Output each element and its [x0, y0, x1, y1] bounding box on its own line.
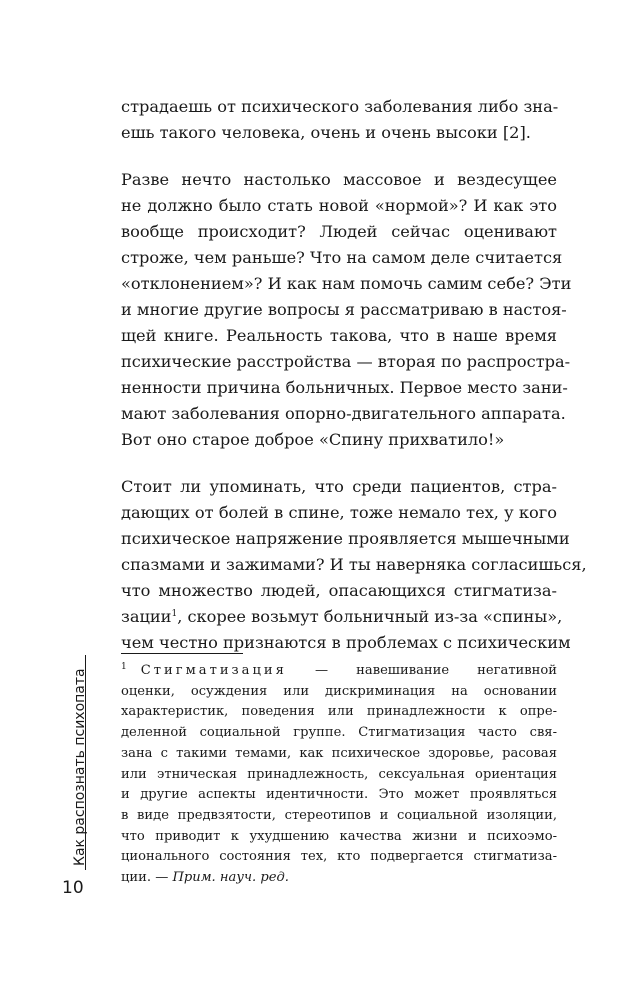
text-line: мают заболевания опорно-двигательного аппарата. — [121, 404, 566, 423]
footnote-term: Стигматизация — [140, 663, 287, 678]
text-line: Стоит ли упоминать, что среди пациентов, стра- — [121, 477, 557, 496]
text-line: Разве нечто настолько массовое и вездесущее — [121, 170, 557, 189]
text-line: психическое напряжение проявляется мышечными — [121, 529, 570, 548]
footnote — [121, 661, 557, 889]
text-line: ненности причина больничных. Первое место зани- — [121, 378, 568, 397]
paragraph-2 — [121, 167, 572, 453]
text-line: психические расстройства — вторая по распростра- — [121, 352, 571, 371]
footnote-marker: 1 — [121, 662, 127, 672]
page-number: 10 — [62, 878, 84, 898]
footnote-reference[interactable]: 1 — [171, 609, 178, 619]
text-fragment: ции. — — [121, 870, 173, 886]
paragraph-3 — [121, 474, 587, 656]
footnote-line: или этническая принадлежность, сексуальная ориентация — [121, 766, 557, 782]
text-line: дающих от болей в спине, тоже немало тех, у кого — [121, 503, 557, 522]
text-line: щей книге. Реальность такова, что в наше время — [121, 326, 557, 345]
text-line: вообще происходит? Людей сейчас оценивают — [121, 222, 557, 241]
footnote-line: оценки, осуждения или дискриминация на основании — [121, 683, 557, 699]
text-fragment: зации — [121, 607, 172, 626]
text-line: не должно было стать новой «нормой»? И как это — [121, 196, 557, 215]
text-line: «отклонением»? И как нам помочь самим себе? Эти — [121, 274, 572, 293]
text-fragment: , скорее возьмут больничный из-за «спины», — [177, 607, 563, 626]
text-line: спазмами и зажимами? И ты наверняка согласишься, — [121, 555, 587, 574]
text-line: ешь такого человека, очень и очень высоки [2]. — [121, 123, 531, 142]
text-line: что множество людей, опасающихся стигматиза- — [121, 581, 557, 600]
footnote-line: что приводит к ухудшению качества жизни и психоэмо- — [121, 828, 557, 844]
footnote-first-line — [121, 661, 557, 682]
footnote-line: ционального состояния тех, кто подвергается стигматиза- — [121, 849, 557, 865]
text-line: Вот оно старое доброе «Спину прихватило!» — [121, 430, 505, 449]
footnote-line: в виде предвзятости, стереотипов и социальной изоляции, — [121, 807, 557, 823]
text-line: и многие другие вопросы я рассматриваю в настоя- — [121, 300, 567, 319]
footnote-line: зана с такими темами, как психическое здоровье, расовая — [121, 745, 557, 761]
main-text — [121, 94, 587, 677]
text-line: чем честно признаются в проблемах с психическим — [121, 633, 571, 652]
text-fragment: — навешивание негативной — [286, 663, 557, 678]
footnote-line: деленной социальной группе. Стигматизация часто свя- — [121, 725, 557, 741]
footnote-last-line — [121, 868, 557, 889]
running-head: Как распознать психопата — [72, 668, 88, 866]
text-line-with-footnote-ref — [121, 604, 563, 630]
footnote-line: характеристик, поведения или принадлежности к опре- — [121, 704, 557, 720]
editor-note: Прим. науч. ред. — [172, 870, 289, 886]
footnote-separator — [121, 653, 243, 654]
text-line: страдаешь от психического заболевания либо зна- — [121, 97, 559, 116]
paragraph-1 — [121, 94, 557, 146]
footnote-line: и другие аспекты идентичности. Это может проявляться — [121, 787, 557, 803]
text-line: строже, чем раньше? Что на самом деле считается — [121, 248, 563, 267]
